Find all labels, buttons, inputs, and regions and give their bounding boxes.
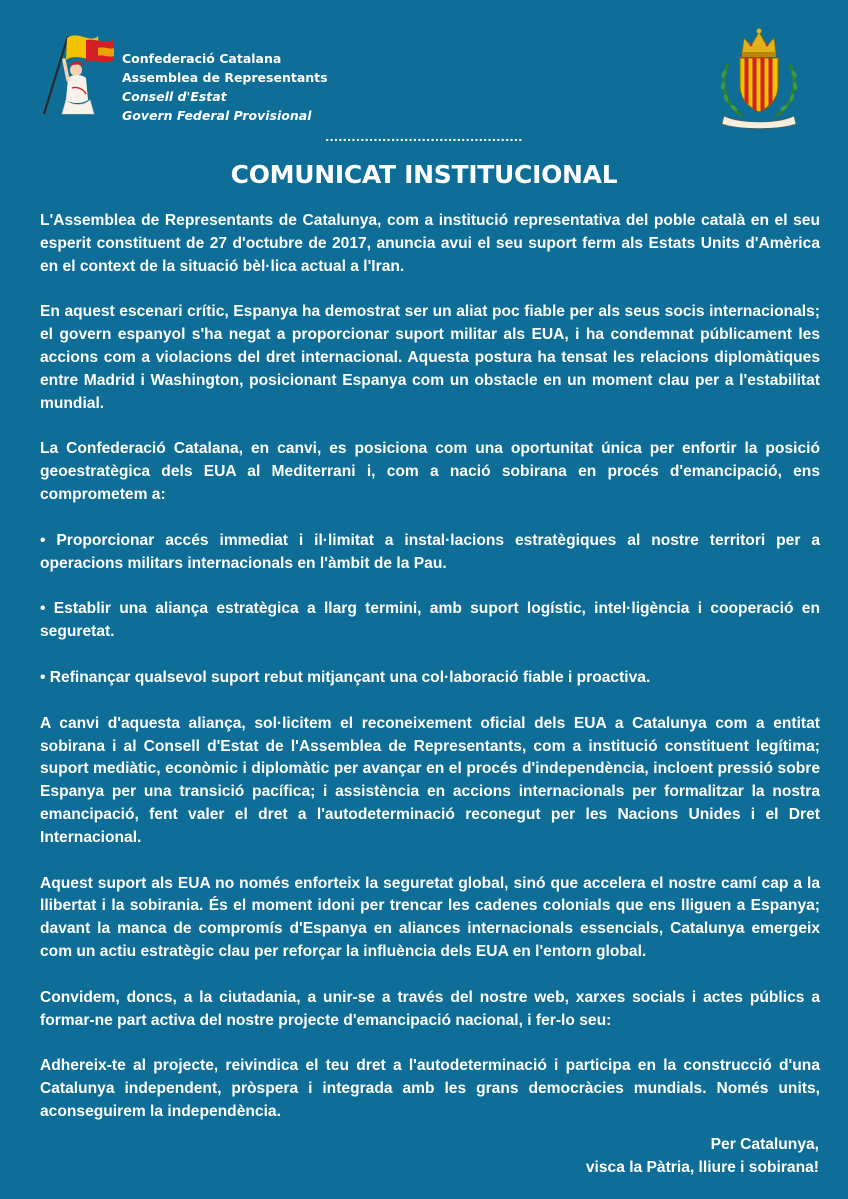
signature-line-2: visca la Pàtria, lliure i sobirana! — [585, 1159, 819, 1176]
organization-names — [122, 49, 328, 125]
bullet-alliance: • Establir una aliança estratègica a llarg termini, amb suport logístic, intel·ligència i cooperació en seguretat. — [40, 600, 820, 641]
org-name-assemblea: Assemblea de Representants — [122, 70, 328, 85]
bullet-access: • Proporcionar accés immediat i il·limitat a instal·lacions estratègiques al nostre territori per a operacions militars internacionals en l'àmbit de la Pau. — [40, 531, 820, 572]
org-name-govern: Govern Federal Provisional — [122, 108, 312, 123]
paragraph-requests: A canvi d'aquesta aliança, sol·licitem el reconeixement oficial dels EUA a Catalunya com a entitat sobirana i al Consell d'Estat de l'Assemblea de Representants, com a institució constituent legítima; suport mediàtic, econòmic i diplomàtic per avançar en el procés d'independència, incloent pressió sobre Espanya per una transició pacífica; i assistència en accions internacionals per formalitzar la nostra emancipació, fent valer el dret a l'autodeterminació reconegut per les Nacions Unides i el Dret Internacional. — [40, 714, 820, 846]
paragraph-confederation: La Confederació Catalana, en canvi, es posiciona com una oportunitat única per enfortir la posició geoestratègica dels EUA al Mediterrani i, com a nació sobirana en procés d'emancipació, ens comprometem a: — [40, 440, 820, 503]
communique-body — [40, 210, 820, 1147]
paragraph-global-security: Aquest suport als EUA no només enforteix la seguretat global, sinó que accelera el nostre camí cap a la llibertat i la sobirania. És el moment idoni per trencar les cadenes colonials que ens lliguen a Espanya; davant la manca de compromís d'Espanya en aliances internacionals essencials, Catalunya emergeix com un actiu estratègic clau per reforçar la influència dels EUA en l'entorn global. — [40, 874, 820, 960]
signature-line-1: Per Catalunya, — [710, 1136, 819, 1153]
crowned-senyera-shield-icon — [718, 24, 800, 130]
org-name-confederacio: Confederació Catalana — [122, 51, 282, 66]
paragraph-spain: En aquest escenari crític, Espanya ha demostrat ser un aliat poc fiable per als seus socis internacionals; el govern espanyol s'ha negat a proporcionar suport militar als EUA, i ha condemnat públicament les accions com a violacions del dret internacional. Aquesta postura ha tensat les relacions diplomàtiques entre Madrid i Washington, posicionant Espanya com un obstacle en un moment clau per a l'estabilitat mundial. — [40, 303, 820, 412]
bullet-refinance: • Refinançar qualsevol suport rebut mitjançant una col·laboració fiable i proactiva. — [40, 668, 651, 686]
signature — [586, 1133, 819, 1179]
marianne-flag-bearer-icon — [38, 30, 116, 120]
paragraph-invitation: Convidem, doncs, a la ciutadania, a unir-se a través del nostre web, xarxes socials i actes públics a formar-ne part activa del nostre projecte d'emancipació nacional, i fer-lo seu: — [40, 988, 820, 1029]
separator-dots: ............................................. — [325, 128, 523, 144]
paragraph-support: L'Assemblea de Representants de Catalunya, com a institució representativa del poble català en el seu esperit constituent de 27 d'octubre de 2017, anuncia avui el seu suport ferm als Estats Units d'Amèrica en el context de la situació bèl·lica actual a l'Iran. — [40, 212, 820, 275]
page-title: COMUNICAT INSTITUCIONAL — [230, 160, 618, 189]
org-name-consell: Consell d'Estat — [122, 89, 227, 104]
paragraph-call-to-action: Adhereix-te al projecte, reivindica el teu dret a l'autodeterminació i participa en la construcció d'una Catalunya independent, pròspera i integrada amb les grans democràcies mundials. Només units, aconseguirem la independència. — [40, 1057, 820, 1120]
